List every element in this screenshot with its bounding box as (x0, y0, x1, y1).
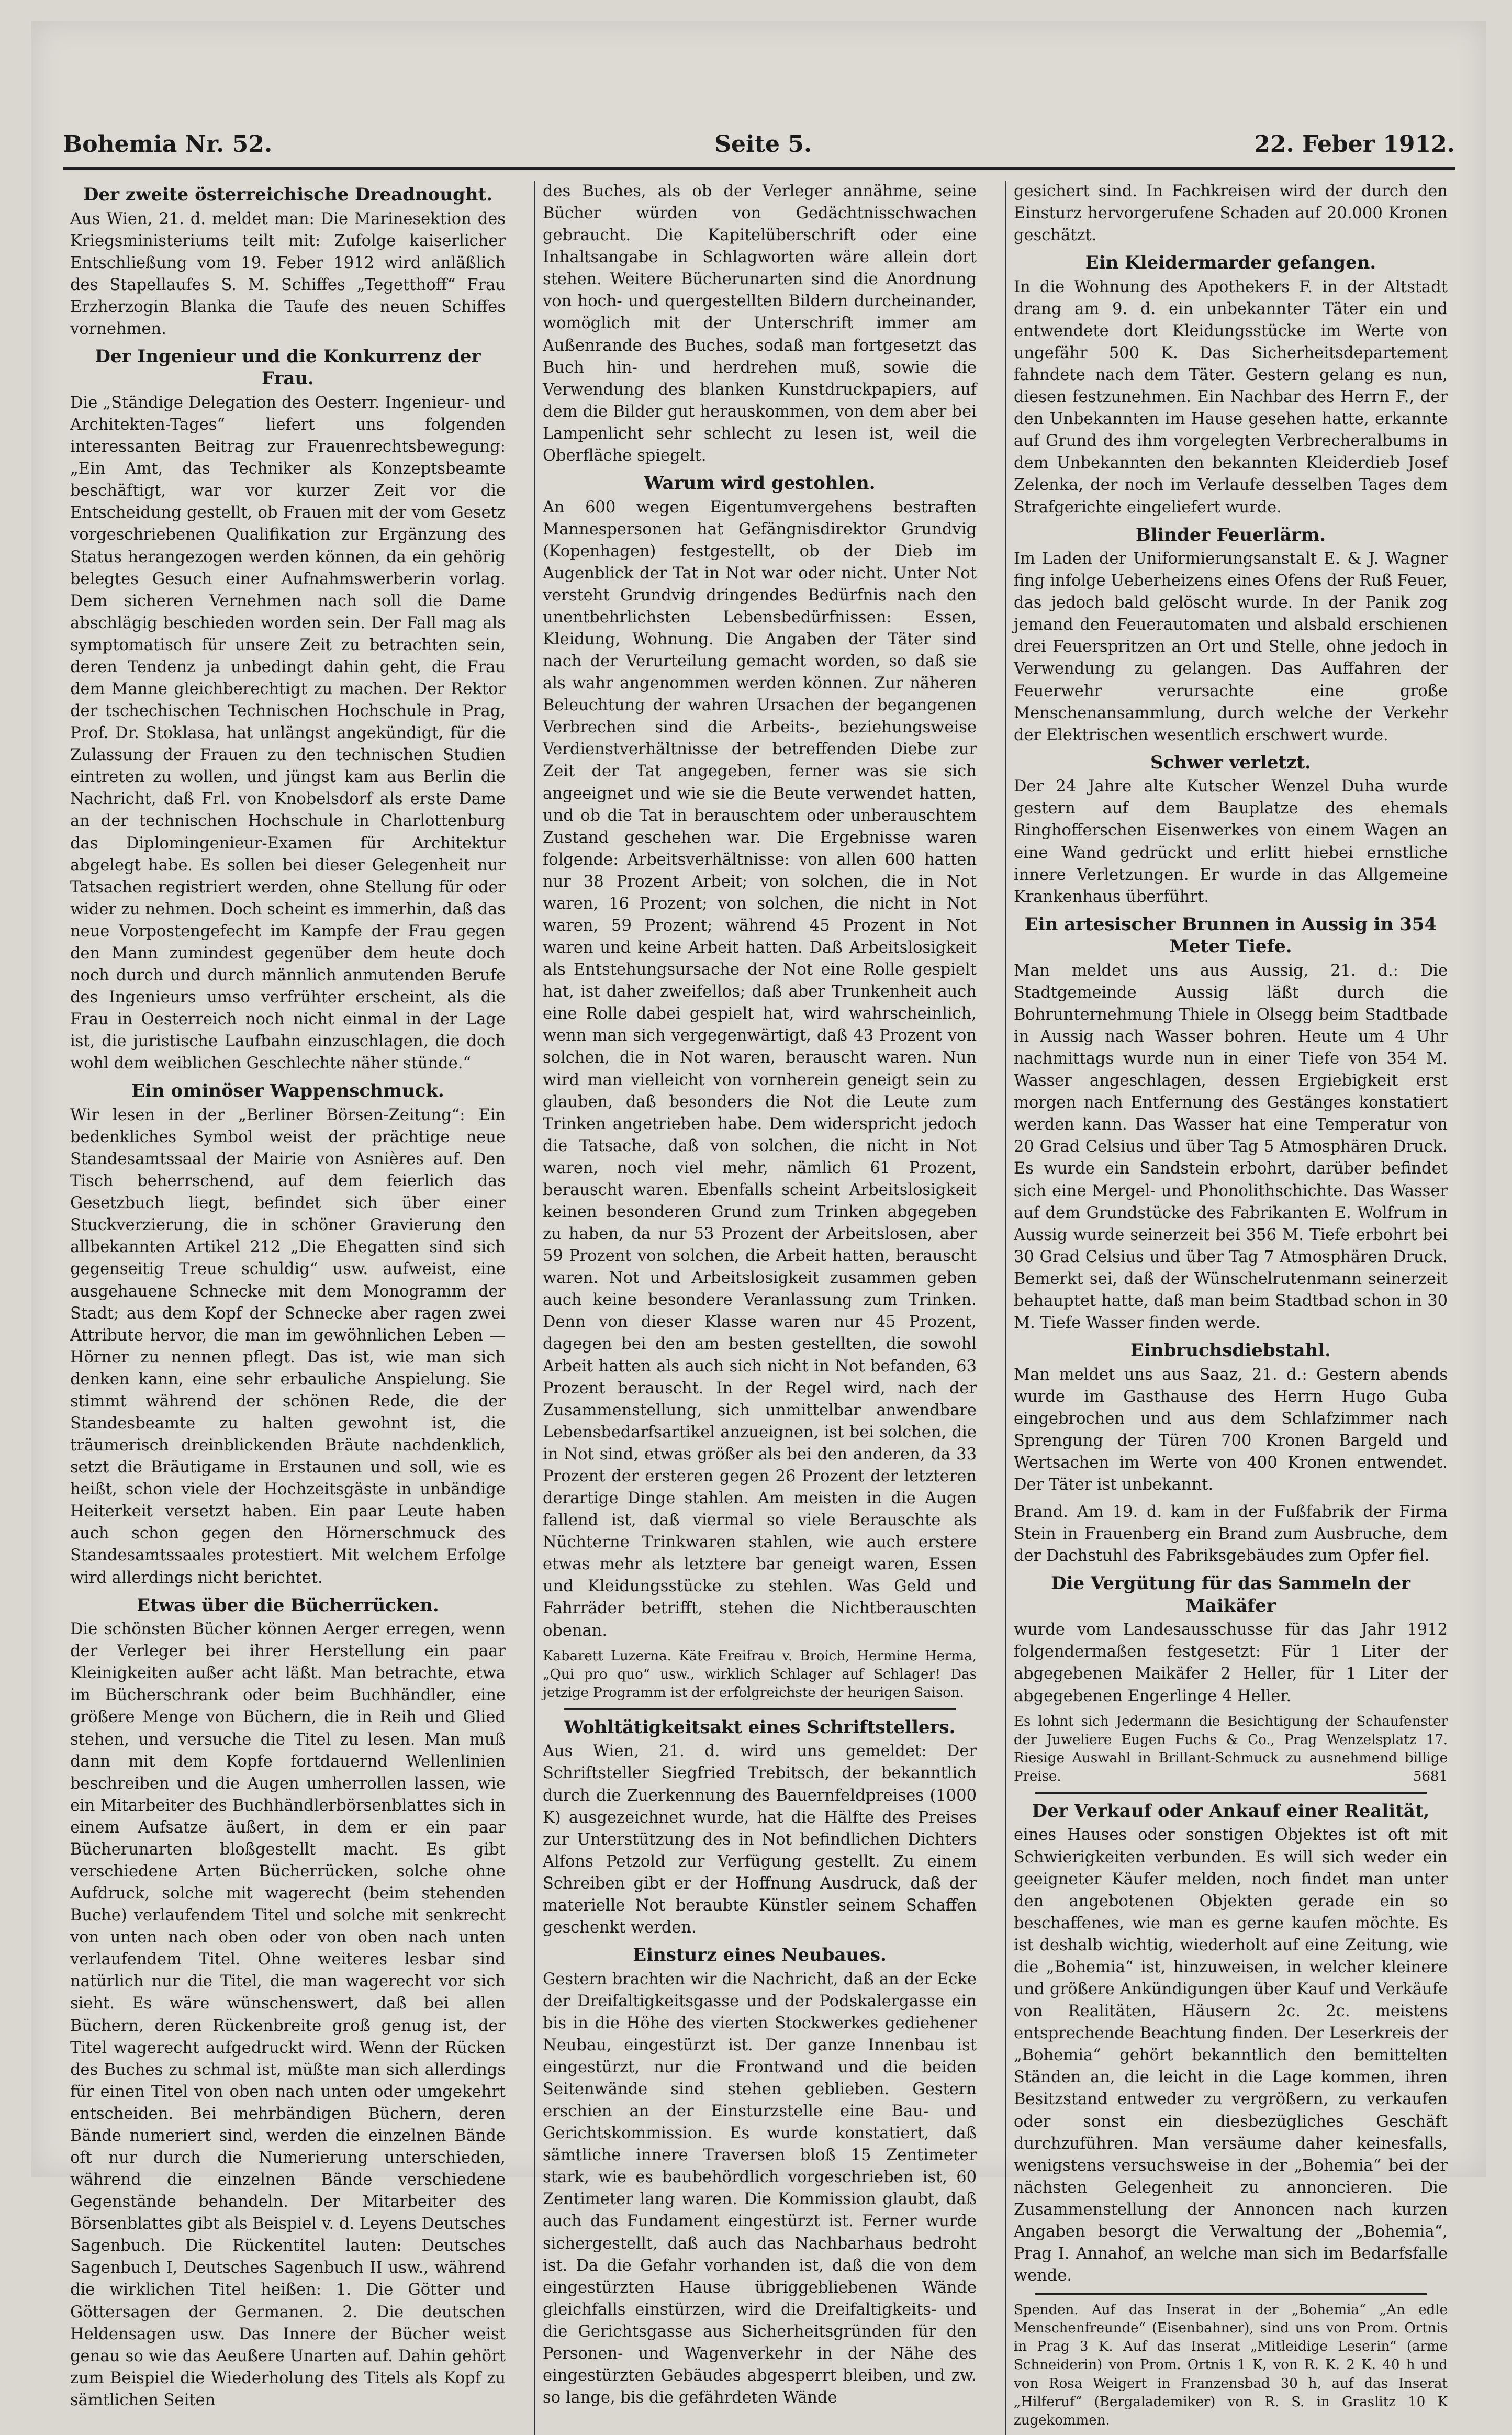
header-right: 22. Feber 1912. (1254, 130, 1455, 158)
headline: Ein artesischer Brunnen in Aussig in 354 Meter Tiefe. (1024, 913, 1437, 957)
newspaper-page (31, 21, 1486, 2428)
article-body: wurde vom Landesausschusse für das Jahr 1912 folgendermaßen festgesetzt: Für 1 Liter der abgegebenen Maikäfer 2 Heller, für 1 Liter der abgegebenen Engerlinge 4 Heller. (1014, 1621, 1448, 1705)
article (1014, 252, 1448, 518)
header-center: Seite 5. (714, 130, 812, 158)
divider (1035, 1792, 1427, 1794)
article-body: In die Wohnung des Apothekers F. in der Altstadt drang am 9. d. ein unbekannter Täter ein und entwendete dort Kleidungsstücke im Werte von ungefähr 500 K. Das Sicherheitsdepartement fahndete nach dem Täter. Gestern gelang es nun, diesen festzunehmen. Ein Nachbar des Herrn F., der den Unbekannten im Hause gesehen hatte, erkannte auf Grund des ihm vorgelegten Verbrecheralbums in dem Unbekannten den bekannten Kleiderdieb Josef Zelenka, der noch im Verlaufe desselben Tages dem Strafgerichte eingeliefert wurde. (1014, 277, 1448, 517)
headline: Die Vergütung für das Sammeln der Maikäfer (1051, 1573, 1410, 1616)
headline: Schwer verletzt. (1150, 752, 1312, 773)
divider (564, 1708, 956, 1710)
article-body: eines Hauses oder sonstigen Objektes ist oft mit Schwierigkeiten verbunden. Es will sich weder ein geeigneter Käufer melden, noch findet man unter den angebotenen Objekten gerade ein so beschaffenes, wie man es gerne kaufen möchte. Es ist deshalb wichtig, wiederholt auf eine Zeitung, wie die „Bohemia“ ist, hinzuweisen, in welcher kleinere und größere Ankündigungen über Kauf und Verkäufe von Realitäten, Häusern 2c. 2c. meistens entsprechende Beachtung finden. Der Leserkreis der „Bohemia“ gehört bekanntlich den bemittelten Ständen an, die leicht in die Lage kommen, ihren Besitzstand entweder zu vergrößern, zu verkaufen oder sonst ein diesbezügliches Geschäft durchzuführen. Man versäume daher keinesfalls, wenigstens versuchsweise in der „Bohemia“ bei der nächsten Gelegenheit zu annoncieren. Die Zusammenstellung der Annoncen nach kurzen Angaben besorgt die Verwaltung der „Bohemia“, Prag I. Annahof, an welche man sich im Bedarfsfalle wende. (1014, 1826, 1448, 2285)
article-body: Man meldet uns aus Saaz, 21. d.: Gestern abends wurde im Gasthause des Herrn Hugo Guba eingebrochen und aus dem Schlafzimmer nach Sprengung der Türen 700 Kronen Bargeld und Wertsachen im Werte von 400 Kronen entwendet. Der Täter ist unbekannt. (1014, 1365, 1448, 1494)
article-body: Gestern brachten wir die Nachricht, daß an der Ecke der Dreifaltigkeitsgasse und der Podskalergasse ein bis in die Höhe des vierten Stockwerkes gediehener Neubau, eingestürzt ist. Der ganze Innenbau ist eingestürzt, nur die Frontwand und die beiden Seitenwände sind stehen geblieben. Gestern erschien an der Einsturzstelle eine Bau- und Gerichtskommission. Es wurde konstatiert, daß sämtliche innere Traversen bloß 15 Zentimeter stark, wie es baubehördlich vorgeschrieben ist, 60 Zentimeter lang waren. Die Kommission glaubt, daß auch das Fundament eingestürzt ist. Ferner wurde sichergestellt, daß auch das Nachbarhaus bedroht ist. Da die Gefahr vorhanden ist, daß die von dem eingestürzten Hause übriggebliebenen Wände gleichfalls einstürzen, wird die Dreifaltigkeits- und die Gerichtsgasse aus Sicherheitsgründen für den Personen- und Wagenverkehr in der Nähe des eingestürzten Gebäudes abgesperrt bleiben, und zw. so lange, bis die gefährdeten Wände (543, 1970, 977, 2407)
article (1014, 752, 1448, 908)
article (70, 1594, 506, 2411)
article (1014, 2301, 1448, 2430)
article (70, 184, 506, 340)
article-body: des Buches, als ob der Verleger annähme, seine Bücher würden von Gedächtnisschwachen gebraucht. Die Kapitelüberschrift oder eine Inhaltsangabe in Schlagworten wäre allein dort stehen. Weitere Bücherunarten sind die Anordnung von hoch- und quergestellten Bildern durcheinander, womöglich mit der Unterschrift immer am Außenrande des Buches, sodaß man fortgesetzt das Buch hin- und herdrehen muß, sowie die Verwendung des blanken Kunstdruckpapiers, auf dem die Bilder gut herauskommen, von dem aber bei Lampenlicht sehr schlecht zu lesen ist, weil die Oberfläche spiegelt. (543, 182, 977, 465)
article (543, 1647, 977, 1702)
column-3 (1005, 181, 1455, 2435)
article-body: Wir lesen in der „Berliner Börsen-Zeitung“: Ein bedenkliches Symbol weist der prächtige neue Standesamtssaal der Mairie von Asnières auf. Den Tisch beherrschend, auf dem feierlich das Gesetzbuch liegt, befindet sich über einer Stuckverzierung, die in schöner Gravierung den allbekannten Artikel 212 „Die Ehegatten sind sich gegenseitig Treue schuldig“ usw. aufweist, eine ausgehauene Schnecke mit dem Monogramm der Stadt; aus dem Kopf der Schnecke aber ragen zwei Attribute hervor, die man im gewöhnlichen Leben — Hörner zu nennen pflegt. Das ist, wie man sich denken kann, eine sehr erbauliche Anspielung. Sie stimmt während der schönen Rede, die der Standesbeamte zu halten gewohnt ist, die träumerisch dreinblickenden Bräute nachdenklich, setzt die Bräutigame in Erstaunen und soll, wie es heißt, schon viele der Hochzeitsgäste in unbändige Heiterkeit versetzt haben. Ein paar Leute haben auch schon gegen den Hörnerschmuck des Standesamtssaales protestiert. Mit welchem Erfolge wird allerdings nicht berichtet. (70, 1105, 506, 1587)
headline: Ein ominöser Wappenschmuck. (131, 1080, 444, 1102)
article (543, 181, 977, 467)
article (70, 1080, 506, 1589)
ad-code: 5681 (1413, 1768, 1448, 1784)
headline: Der Ingenieur und die Konkurrenz der Frau. (95, 345, 481, 389)
article (70, 345, 506, 1075)
column-2 (534, 181, 984, 2435)
headline: Wohltätigkeitsakt eines Schriftstellers. (564, 1716, 956, 1738)
headline: Blinder Feuerlärm. (1135, 524, 1326, 545)
headline: Der Verkauf oder Ankauf einer Realität, (1032, 1800, 1430, 1822)
headline: Einsturz eines Neubaues. (633, 1945, 887, 1966)
article-body: Spenden. Auf das Inserat in der „Bohemia“ „An edle Menschenfreunde“ (Eisenbahner), sind uns von Prom. Ortnis in Prag 3 K. Auf das Inserat „Mitleidige Leserin“ (arme Schneiderin) von Prom. Ortnis 1 K, von R. K. 2 K. 40 h und von Rosa Weigert in Franzensbad 30 h, auf das Inserat „Hilferuf“ (Bergalademiker) von R. S. in Graslitz 10 K zugekommen. (1014, 2302, 1448, 2428)
column-1 (63, 181, 513, 2435)
article (1014, 181, 1448, 247)
article (543, 472, 977, 1642)
columns (63, 181, 1455, 2428)
ad-text: Es lohnt sich Jedermann die Besichtigung der Schaufenster der Juweliere Eugen Fuchs & Co., Prag Wenzelsplatz 17. Riesige Auswahl in Brillant-Schmuck zu ausnehmend billige Preise. (1014, 1713, 1448, 1784)
article (1014, 1572, 1448, 1707)
article (1014, 1800, 1448, 2287)
article (1014, 1339, 1448, 1496)
header-left: Bohemia Nr. 52. (63, 130, 273, 158)
article-body: gesichert sind. In Fachkreisen wird der durch den Einsturz hervorgerufene Schaden auf 20.000 Kronen geschätzt. (1014, 182, 1448, 245)
divider (1035, 2293, 1427, 2295)
headline: Ein Kleidermarder gefangen. (1085, 252, 1376, 274)
article (543, 1716, 977, 1939)
headline: Einbruchsdiebstahl. (1130, 1340, 1331, 1361)
article-body: Die schönsten Bücher können Aerger erregen, wenn der Verleger bei ihrer Herstellung ein paar Kleinigkeiten außer acht läßt. Man betrachte, etwa im Bücherschrank oder beim Buchhändler, eine größere Menge von Büchern, die in Reih und Glied stehen, und versuche die Titel zu lesen. Man muß dann mit dem Kopfe fortdauernd Wellenlinien beschreiben und die Augen umherrollen lassen, wie ein Mitarbeiter des Buchhändlerbörsenblattes sich in einem Aufsatze äußert, in dem er ein paar Bücherunarten bloßgestellt macht. Es gibt verschiedene Arten Bücherrücken, solche ohne Aufdruck, solche mit wagerecht (beim stehenden Buche) verlaufendem Titel und solche mit senkrecht von unten nach oben oder von oben nach unten verlaufendem Titel. Ohne weiteres lesbar sind natürlich nur die Titel, die man wagerecht vor sich sieht. Es wäre wünschenswert, daß bei allen Büchern, deren Rückenbreite groß genug ist, der Titel wagerecht aufgedruckt wird. Wenn der Rücken des Buches zu schmal ist, müßte man sich allerdings für einen Titel von oben nach unten oder umgekehrt entscheiden. Bei mehrbändigen Büchern, deren Bände numeriert sind, werden die einzelnen Bände oft nur durch die Numerierung unterschieden, während die einzelnen Bände verschiedene Gegenstände behandeln. Der Mitarbeiter des Börsenblattes gibt als Beispiel v. d. Leyens Deutsches Sagenbuch. Die Rückentitel lauten: Deutsches Sagenbuch I, Deutsches Sagenbuch II usw., während die wirklichen Titel heißen: 1. Die Götter und Göttersagen der Germanen. 2. Die deutschen Heldensagen usw. Das Innere der Bücher weist genau so wie das Aeußere Unarten auf. Dahin gehört zum Beispiel die Wiederholung des Titels als Kopf zu sämtlichen Seiten (70, 1620, 506, 2409)
article-body: Aus Wien, 21. d. wird uns gemeldet: Der Schriftsteller Siegfried Trebitsch, der bekanntlich durch die Zuerkennung des Bauernfeldpreises (1000 K) ausgezeichnet wurde, hat die Hälfte des Preises zur Unterstützung des in Not befindlichen Dichters Alfons Petzold zur Verfügung gestellt. Zu einem Schreiben gibt er der Hoffnung Ausdruck, daß der materielle Not beraubte Künstler seinem Schaffen geschenkt werden. (543, 1742, 977, 1937)
ad-body (1014, 1713, 1448, 1786)
article-body: Man meldet uns aus Aussig, 21. d.: Die Stadtgemeinde Aussig läßt durch die Bohrunternehmung Thiele in Olsegg beim Stadtbade in Aussig nach Wasser bohren. Heute um 4 Uhr nachmittags wurde nun in einer Tiefe von 354 M. Wasser angeschlagen, dessen Ergiebigkeit erst morgen nach Entfernung des Gestänges konstatiert werden kann. Das Wasser hat eine Temperatur von 20 Grad Celsius und über Tag 5 Atmosphären Druck. Es wurde ein Sandstein erbohrt, darüber befindet sich eine Mergel- und Phonolithschichte. Das Wasser auf dem Grundstücke des Fabrikanten E. Wolfrum in Aussig wurde seinerzeit bei 356 M. Tiefe erbohrt bei 30 Grad Celsius und über Tag 7 Atmosphären Druck. Bemerkt sei, daß der Wünschelrutenmann seinerzeit behauptet hatte, daß man beim Stadtbad schon in 30 M. Tiefe Wasser finden werde. (1014, 961, 1448, 1333)
page-header (63, 120, 1455, 170)
headline: Der zweite österreichische Dreadnought. (83, 184, 493, 205)
article-body: Brand. Am 19. d. kam in der Fußfabrik der Firma Stein in Frauenberg ein Brand zum Ausbruche, dem der Dachstuhl des Fabriksgebäudes zum Opfer fiel. (1014, 1503, 1448, 1566)
headline: Etwas über die Bücherrücken. (137, 1594, 439, 1616)
article (1014, 524, 1448, 746)
advertisement (1014, 1713, 1448, 1786)
article (1014, 913, 1448, 1334)
headline: Warum wird gestohlen. (644, 473, 876, 494)
article-body: An 600 wegen Eigentumvergehens bestraften Mannespersonen hat Gefängnisdirektor Grundvig (Kopenhagen) festgestellt, ob der Dieb im Augenblick der Tat in Not war oder nicht. Unter Not versteht Grundvig dringendes Bedürfnis nach den unentbehrlichsten Lebensbedürfnissen: Essen, Kleidung, Wohnung. Die Angaben der Täter sind nach der Verurteilung gemacht worden, so daß sie als wahr angenommen werden können. Zur näheren Beleuchtung der wahren Ursachen der begangenen Verbrechen sind die Arbeits-, beziehungsweise Verdienstverhältnisse der betreffenden Diebe zur Zeit der Tat angegeben, ferner was sie sich angeeignet und wie sie die Beute verwendet hatten, und ob die Tat in berauschtem oder unberauschtem Zustand geschehen war. Die Ergebnisse waren folgende: Arbeitsverhältnisse: von allen 600 hatten nur 38 Prozent Arbeit; von solchen, die in Not waren, 16 Prozent; von solchen, die nicht in Not waren, 59 Prozent; während 45 Prozent in Not waren und keine Arbeit hatten. Daß Arbeitslosigkeit als Entstehungsursache der Not eine Rolle gespielt hat, ist daher zweifellos; daß aber Trunkenheit auch eine Rolle dabei gespielt hat, wird wahrscheinlich, wenn man sich vergegenwärtigt, daß 43 Prozent von solchen, die in Not waren, berauscht waren. Nun wird man vielleicht von vornherein geneigt sein zu glauben, daß besonders die Not die Leute zum Trinken angetrieben habe. Dem widerspricht jedoch die Tatsache, daß von solchen, die nicht in Not waren, noch viel mehr, nämlich 61 Prozent, berauscht waren. Ebenfalls scheint Arbeitslosigkeit keinen besonderen Grund zum Trinken abgegeben zu haben, da nur 53 Prozent der Arbeitslosen, aber 59 Prozent von solchen, die Arbeit hatten, berauscht waren. Not und Arbeitslosigkeit zusammen geben auch keine besondere Veranlassung zum Trinken. Denn von dieser Klasse waren nur 45 Prozent, dagegen bei den am besten gestellten, die sowohl Arbeit hatten als auch sich nicht in Not befanden, 63 Prozent berauscht. In der Regel wird, nach der Zusammenstellung, sich unmittelbar anwendbare Lebensbedarfsartikel anzueignen, ist bei solchen, die in Not sind, etwas größer als bei den anderen, da 33 Prozent der ersteren gegen 26 Prozent der letzteren derartige Dinge stahlen. Am meisten in die Augen fallend ist, daß viermal so viele Berauschte als Nüchterne Trinkwaren stahlen, wie auch erstere etwas mehr als letztere bar geneigt waren, Essen und Kleidungsstücke zu stehlen. Was Geld und Fahrräder betrifft, stehen die Nichtberauschten obenan. (543, 498, 977, 1640)
article (1014, 1501, 1448, 1567)
article-body: Kabarett Luzerna. Käte Freifrau v. Broich, Hermine Herma, „Qui pro quo“ usw., wirklich Schlager auf Schlager! Das jetzige Programm ist der erfolgreichste der heurigen Saison. (543, 1648, 977, 1701)
article (543, 1944, 977, 2409)
article-body: Aus Wien, 21. d. meldet man: Die Marinesektion des Kriegsministeriums teilt mit: Zufolge kaiserlicher Entschließung vom 19. Feber 1912 wird anläßlich des Stapellaufes S. M. Schiffes „Tegetthoff“ Frau Erzherzogin Blanka die Taufe des neuen Schiffes vornehmen. (70, 209, 506, 338)
article-body: Der 24 Jahre alte Kutscher Wenzel Duha wurde gestern auf dem Bauplatze des ehemals Ringhofferschen Eisenwerkes von einem Wagen an eine Wand gedrückt und erlitt hiebei ernstliche innere Verletzungen. Er wurde in das Allgemeine Krankenhaus überführt. (1014, 777, 1448, 906)
article-body: Die „Ständige Delegation des Oesterr. Ingenieur- und Architekten-Tages“ liefert uns folgenden interessanten Beitrag zur Frauenrechtsbewegung: „Ein Amt, das Techniker als Konzeptsbeamte beschäftigt, war vor kurzer Zeit vor die Entscheidung gestellt, ob Frauen mit der vom Gesetz vorgeschriebenen Qualifikation zur Ergänzung des Status herangezogen werden können, da ein gehörig belegtes Gesuch einer Aufnahmswerberin vorlag. Dem sicheren Vernehmen nach soll die Dame abschlägig beschieden worden sein. Der Fall mag als symptomatisch für unsere Zeit zu betrachten sein, deren Tendenz ja unbedingt dahin geht, die Frau dem Manne gleichberechtigt zu machen. Der Rektor der tschechischen Technischen Hochschule in Prag, Prof. Dr. Stoklasa, hat unlängst angekündigt, für die Zulassung der Frauen zu den technischen Studien eintreten zu wollen, und jüngst kam aus Berlin die Nachricht, daß Frl. von Knobelsdorf als erste Dame an der technischen Hochschule in Charlottenburg das Diplomingenieur-Examen für Architektur abgelegt habe. Es sollen bei dieser Gelegenheit nur Tatsachen registriert werden, ohne Stellung für oder wider zu nehmen. Doch scheint es immerhin, daß das neue Vorpostengefecht im Kampfe der Frau gegen den Mann zumindest gegenüber dem heute doch noch durch und durch männlich anmutenden Berufe des Ingenieurs umso verfrühter erscheint, als die Frau in Oesterreich noch nicht einmal in der Lage ist, die juristische Laufbahn einzuschlagen, die doch wohl dem weiblichen Geschlechte näher stünde.“ (70, 393, 506, 1073)
article-body: Im Laden der Uniformierungsanstalt E. & J. Wagner fing infolge Ueberheizens eines Ofens der Ruß Feuer, das jedoch bald gelöscht wurde. In der Panik zog jemand den Feuerautomaten und alsbald erschienen drei Feuerspritzen an Ort und Stelle, ohne jedoch in Verwendung zu gelangen. Das Auffahren der Feuerwehr verursachte eine große Menschenansammlung, durch welche der Verkehr der Elektrischen wesentlich erschwert wurde. (1014, 550, 1448, 744)
